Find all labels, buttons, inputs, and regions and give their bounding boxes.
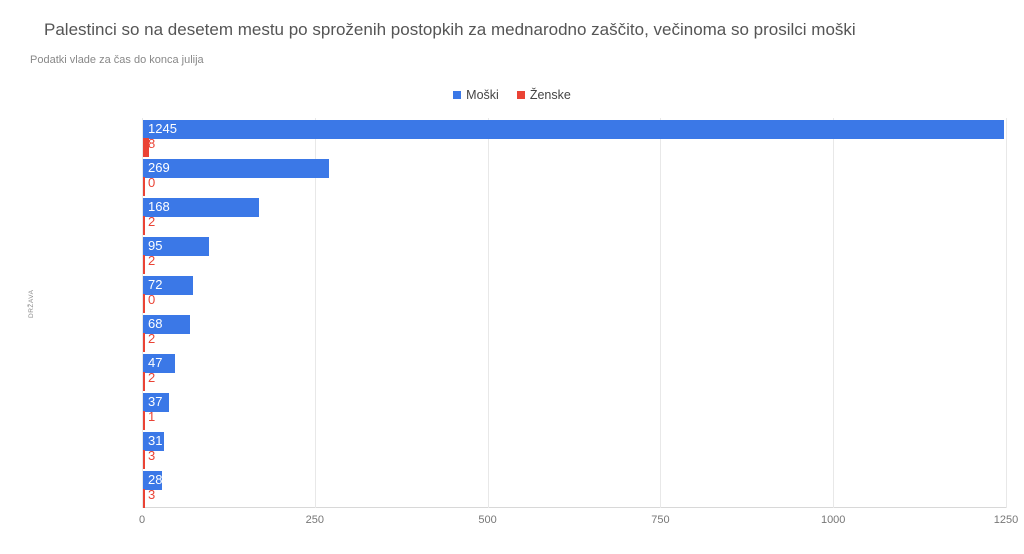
x-tick-label: 1000: [820, 514, 846, 526]
chart-legend: [0, 88, 1024, 102]
chart-title: Palestinci so na desetem mestu po sproženih postopkih za mednarodno zaščito, večinoma so prosilci moški: [44, 20, 856, 39]
legend-entry-female[interactable]: [517, 88, 571, 102]
category-group: [142, 157, 1006, 196]
category-group: [142, 118, 1006, 157]
bar-female[interactable]: [143, 216, 145, 235]
bar-female[interactable]: [143, 333, 145, 352]
bar-value-female: 2: [148, 253, 156, 268]
category-group: [142, 469, 1006, 508]
bar-female[interactable]: [143, 294, 145, 313]
bar-male[interactable]: [143, 159, 329, 178]
bar-value-female: 8: [148, 136, 156, 151]
bar-value-male: 68: [148, 316, 163, 331]
category-group: [142, 391, 1006, 430]
bar-value-male: 1245: [148, 121, 177, 136]
x-tick-label: 250: [305, 514, 324, 526]
y-axis-title: DRŽAVA: [28, 289, 35, 318]
bar-value-male: 72: [148, 277, 163, 292]
legend-swatch-female: [517, 91, 525, 99]
bar-female[interactable]: [143, 450, 145, 469]
bar-value-male: 28: [148, 472, 163, 487]
bar-value-male: 168: [148, 199, 170, 214]
x-tick-label: 500: [478, 514, 497, 526]
bar-female[interactable]: [143, 489, 145, 508]
legend-label-male: Moški: [466, 88, 499, 102]
chart-subtitle: Podatki vlade za čas do konca julija: [30, 54, 204, 66]
category-group: [142, 352, 1006, 391]
bar-female[interactable]: [143, 372, 145, 391]
bar-value-female: 0: [148, 175, 156, 190]
bar-female[interactable]: [143, 177, 145, 196]
x-tick-label: 750: [651, 514, 670, 526]
legend-swatch-male: [453, 91, 461, 99]
x-tick-label: 1250: [993, 514, 1019, 526]
category-group: [142, 235, 1006, 274]
x-tick-label: 0: [138, 514, 146, 526]
bar-value-male: 95: [148, 238, 163, 253]
category-group: [142, 430, 1006, 469]
bar-value-female: 0: [148, 292, 156, 307]
legend-label-female: Ženske: [529, 88, 571, 102]
plot-area: [138, 118, 1019, 526]
bar-value-female: 2: [148, 331, 156, 346]
bar-value-female: 2: [148, 370, 156, 385]
bar-value-female: 3: [148, 487, 156, 502]
bar-male[interactable]: [143, 120, 1004, 139]
bar-value-female: 3: [148, 448, 156, 463]
category-group: [142, 274, 1006, 313]
bar-female[interactable]: [143, 255, 145, 274]
bar-value-male: 269: [148, 160, 170, 175]
gridline: [1006, 118, 1007, 508]
bar-female[interactable]: [143, 411, 145, 430]
category-group: [142, 313, 1006, 352]
bar-value-female: 1: [148, 409, 156, 424]
bar-value-male: 31: [148, 433, 163, 448]
bar-value-male: 37: [148, 394, 163, 409]
bar-value-male: 47: [148, 355, 163, 370]
bar-value-female: 2: [148, 214, 156, 229]
category-group: [142, 196, 1006, 235]
legend-entry-male[interactable]: [453, 88, 499, 102]
